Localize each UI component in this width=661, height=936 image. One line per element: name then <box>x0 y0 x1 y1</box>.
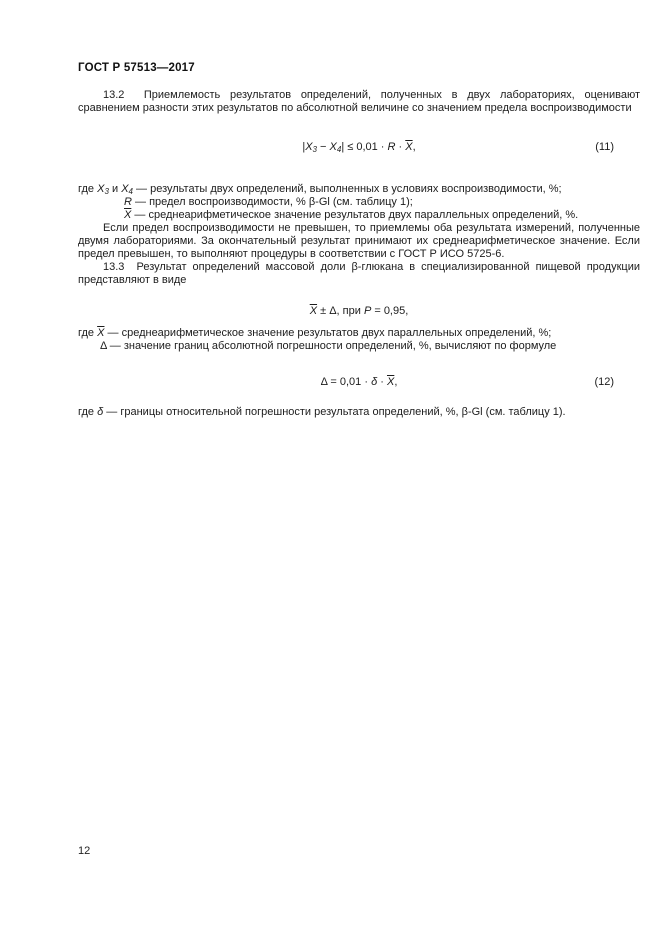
where-lead: где <box>78 406 98 418</box>
abs-bar-close: | <box>341 141 345 153</box>
paragraph-limit-rules: Если предел воспроизводимости не превышен, то приемлемы оба результата измерений, полученные двумя лабораториями. За окончательный результат принимают их среднеарифметическое значение. Если предел превышен, то выполняют процедуры в соответствии с ГОСТ Р ИСО 5725-6. <box>78 222 640 260</box>
var-small-delta: δ <box>97 406 104 418</box>
definition-text: — среднеарифметическое значение результатов двух параллельных определений, %. <box>131 209 579 221</box>
where-line-x-mean <box>78 209 640 222</box>
where-line-r <box>78 196 640 209</box>
probability-value: = 0,95, <box>371 305 409 317</box>
paragraph-13-2: 13.2 Приемлемость результатов определений, полученных в двух лабораториях, оценивают сравнением разности этих результатов по абсолютной величине со значением предела воспроизводимости <box>78 89 640 114</box>
where-lead: где <box>78 183 98 195</box>
subscript-4: 4 <box>336 145 342 154</box>
formula-11-number: (11) <box>595 141 614 153</box>
var-r: R <box>387 141 396 153</box>
formula-12-row <box>78 376 640 389</box>
paragraph-13-3: 13.3 Результат определений массовой доли β-глюкана в специализированной пищевой продукции представляют в виде <box>78 261 640 286</box>
subscript-4: 4 <box>128 187 133 196</box>
formula-result-expression <box>310 305 409 317</box>
document-code-header: ГОСТ Р 57513—2017 <box>78 62 195 74</box>
where-list-formula-12 <box>78 406 640 419</box>
formula-11-row <box>78 141 640 154</box>
var-x-mean: $\overline{X}$ <box>386 376 395 388</box>
var-x3: X <box>305 141 313 153</box>
subscript-3: 3 <box>312 145 317 154</box>
conjunction: и <box>108 183 122 195</box>
dot-operator: · <box>377 376 387 388</box>
var-x4: X <box>121 183 129 195</box>
where-line-x-mean <box>78 327 640 340</box>
formula-12-number: (12) <box>594 376 614 388</box>
where-line-delta <box>78 340 640 353</box>
where-lead: где <box>78 327 98 339</box>
comma: , <box>412 141 416 153</box>
definition-text: — предел воспроизводимости, % β-Gl (см. таблицу 1); <box>131 196 413 208</box>
where-line-small-delta <box>78 406 640 419</box>
formula-result-row <box>78 305 640 318</box>
var-x-mean: $\overline{X}$ <box>309 305 318 317</box>
formula-12-expression <box>321 376 398 388</box>
dot-operator: · <box>395 141 406 153</box>
definition-text: — значение границ абсолютной погрешности определений, %, вычисляют по формуле <box>106 340 557 352</box>
var-small-delta: δ <box>371 376 378 388</box>
var-x3: X <box>97 183 105 195</box>
abs-bar-open: | <box>302 141 306 153</box>
formula-11-expression <box>302 141 415 153</box>
comma: , <box>394 376 398 388</box>
minus-operator: − <box>316 141 330 153</box>
plus-minus-delta: ± Δ, при <box>317 305 364 317</box>
where-list-result <box>78 327 640 353</box>
definition-text: — границы относительной погрешности результата определений, %, β-Gl (см. таблицу 1). <box>103 406 566 418</box>
var-r: R <box>124 196 132 208</box>
page-content <box>0 0 661 419</box>
subscript-3: 3 <box>104 187 109 196</box>
where-line-x3-x4 <box>78 183 640 196</box>
var-x-mean: $\overline{X}$ <box>405 141 413 153</box>
var-p: P <box>363 305 372 317</box>
var-delta: Δ <box>100 340 107 352</box>
var-x-mean: $\overline{X}$ <box>97 327 105 339</box>
page-number: 12 <box>78 845 91 857</box>
where-list-formula-11 <box>78 183 640 222</box>
definition-text: — среднеарифметическое значение результатов двух параллельных определений, %; <box>104 327 552 339</box>
var-x-mean: $\overline{X}$ <box>124 209 132 221</box>
relation-operator: ≤ 0,01 · <box>344 141 388 153</box>
definition-text: — результаты двух определений, выполненных в условиях воспроизводимости, %; <box>132 183 562 195</box>
var-x4: X <box>329 141 337 153</box>
delta-equals: Δ = 0,01 · <box>320 376 372 388</box>
